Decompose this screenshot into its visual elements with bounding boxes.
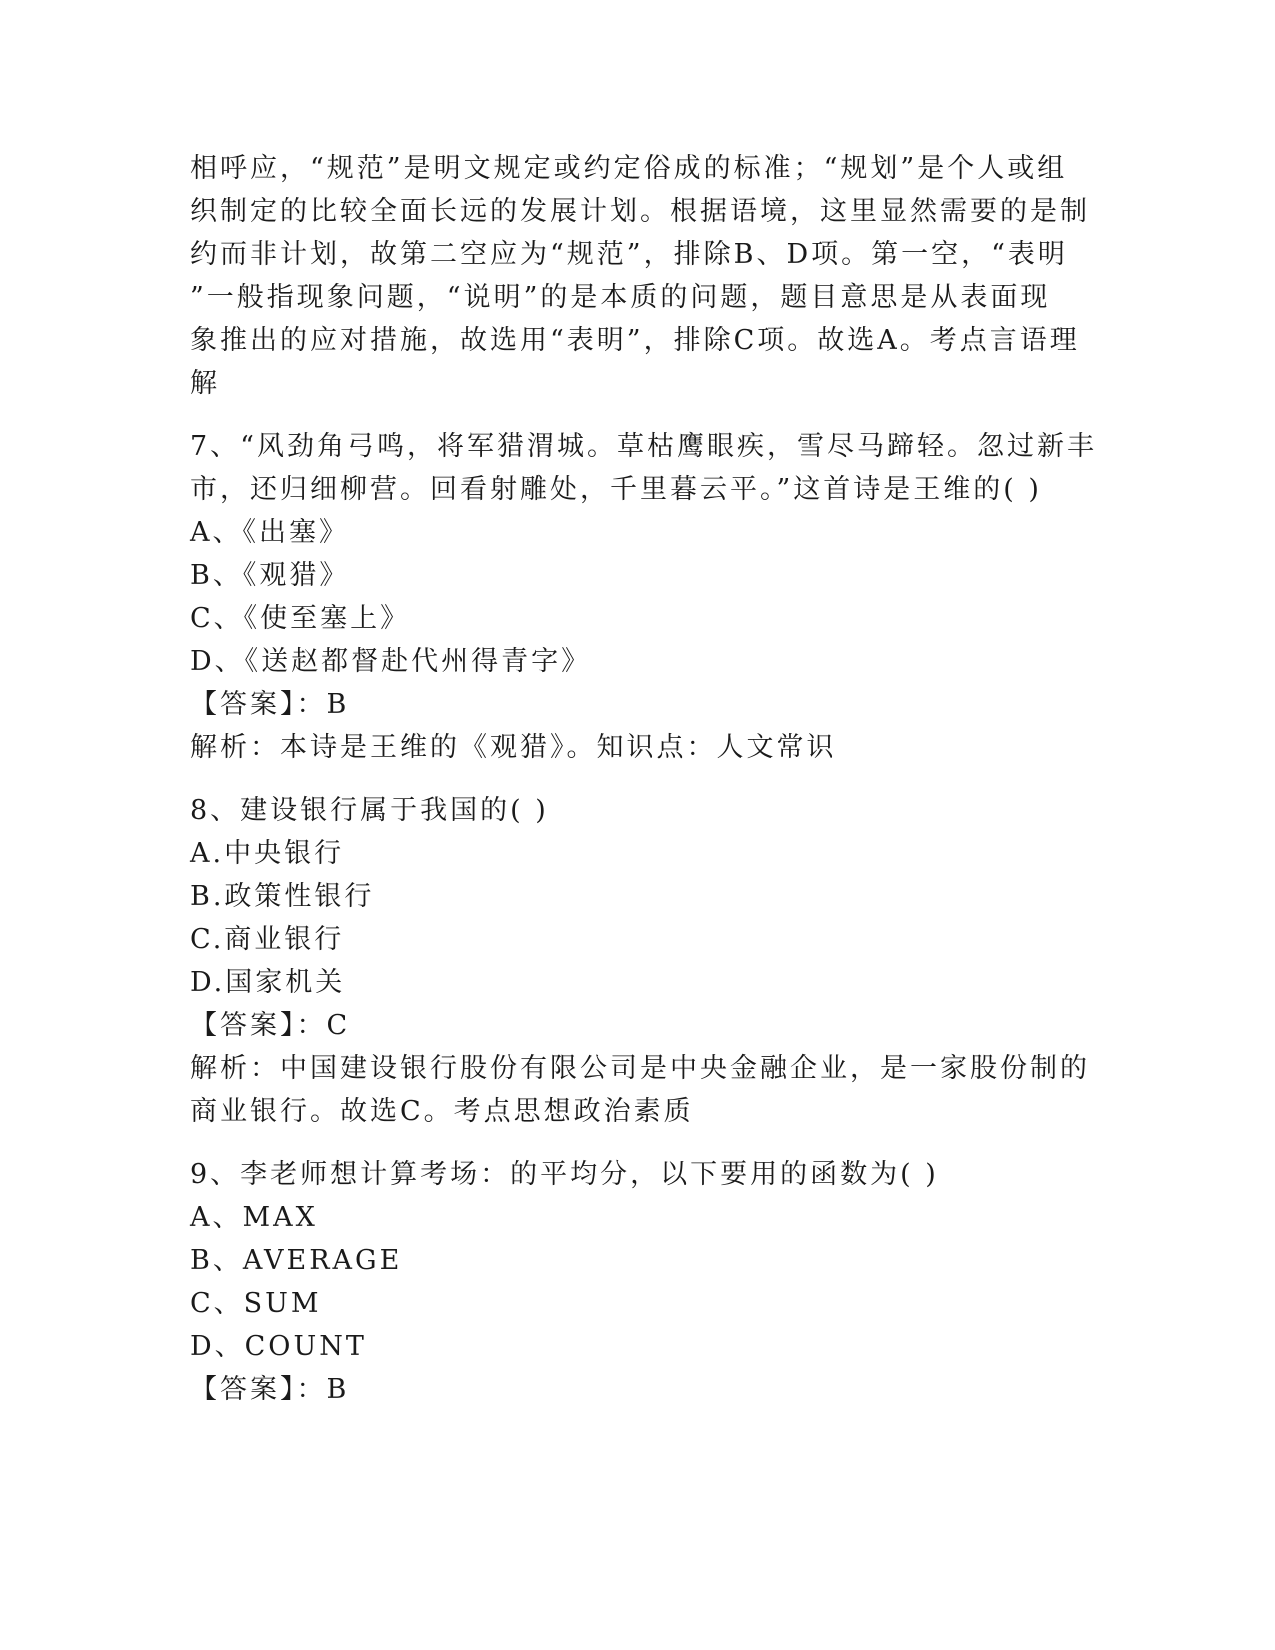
- question-stem: 8、建设银行属于我国的( ): [190, 795, 549, 826]
- answer: 【答案】：B: [190, 1374, 350, 1405]
- q6-explanation-line: 织制定的比较全面长远的发展计划。根据语境，这里显然需要的是制: [190, 196, 1090, 227]
- option-c: C、《使至塞上》: [190, 603, 411, 634]
- question-9: [190, 1153, 1090, 1411]
- option-a: A.中央银行: [190, 838, 345, 869]
- option-c: C、SUM: [190, 1288, 322, 1319]
- q6-explanation-line: 相呼应，“规范”是明文规定或约定俗成的标准；“规划”是个人或组: [190, 153, 1068, 184]
- option-b: B、《观猎》: [190, 560, 350, 591]
- option-a: A、MAX: [190, 1202, 318, 1233]
- document-page: [190, 147, 1097, 1411]
- question-stem-line: 7、“风劲角弓鸣，将军猎渭城。草枯鹰眼疾，雪尽马蹄轻。忽过新丰: [190, 431, 1097, 462]
- question-7: [190, 425, 1097, 769]
- explanation: 解析：本诗是王维的《观猎》。知识点：人文常识: [190, 732, 837, 763]
- explanation-line: 解析：中国建设银行股份有限公司是中央金融企业，是一家股份制的: [190, 1053, 1090, 1084]
- q6-explanation-line: ”一般指现象问题，“说明”的是本质的问题，题目意思是从表面现: [190, 282, 1051, 313]
- question-stem-line: 市，还归细柳营。回看射雕处，千里暮云平。”这首诗是王维的( ): [190, 474, 1042, 505]
- option-c: C.商业银行: [190, 924, 345, 955]
- answer: 【答案】：B: [190, 689, 350, 720]
- option-d: D、COUNT: [190, 1331, 367, 1362]
- option-d: D.国家机关: [190, 967, 346, 998]
- q6-explanation-line: 解: [190, 368, 220, 399]
- question-stem: 9、李老师想计算考场：的平均分，以下要用的函数为( ): [190, 1159, 939, 1190]
- answer: 【答案】：C: [190, 1010, 351, 1041]
- q6-explanation: [190, 147, 1090, 405]
- option-d: D、《送赵都督赴代州得青字》: [190, 646, 592, 677]
- q6-explanation-line: 约而非计划，故第二空应为“规范”，排除B、D项。第一空，“表明: [190, 239, 1068, 270]
- option-b: B.政策性银行: [190, 881, 375, 912]
- explanation-line: 商业银行。故选C。考点思想政治素质: [190, 1096, 694, 1127]
- question-8: [190, 789, 1090, 1133]
- q6-explanation-line: 象推出的应对措施，故选用“表明”，排除C项。故选A。考点言语理: [190, 325, 1080, 356]
- option-b: B、AVERAGE: [190, 1245, 403, 1276]
- option-a: A、《出塞》: [190, 517, 349, 548]
